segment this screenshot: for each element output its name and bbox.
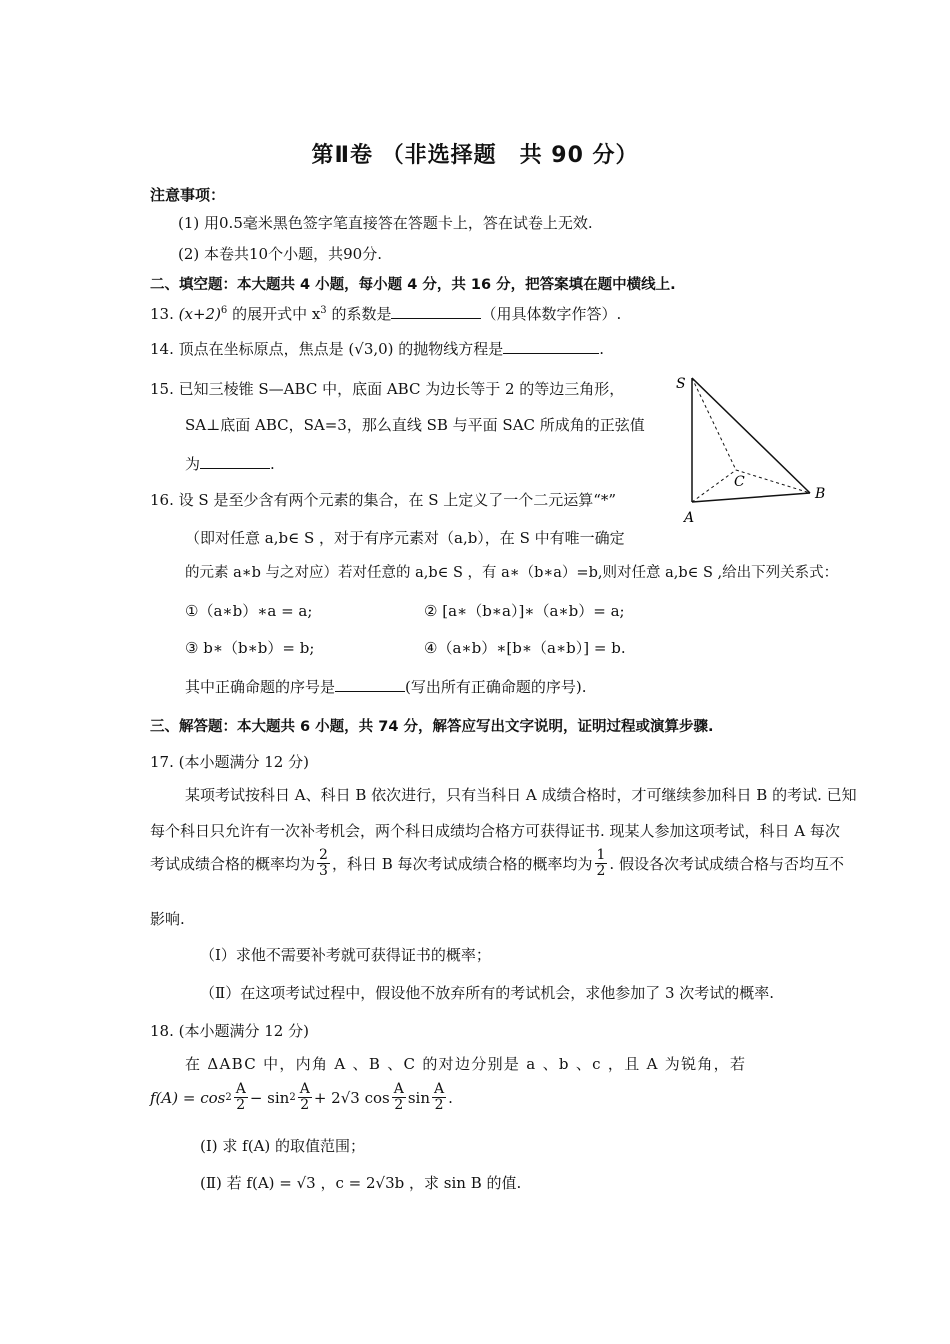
question-14 xyxy=(150,338,604,359)
q17-para-3a: 考试成绩合格的概率均为 xyxy=(150,855,316,873)
frac-b-den: 2 xyxy=(300,1097,310,1113)
frac-c-den: 2 xyxy=(394,1097,404,1113)
q18-end: . xyxy=(448,1088,453,1107)
q17-sub-1: （Ⅰ）求他不需要补考就可获得证书的概率； xyxy=(200,946,491,964)
q17-para-3b: ，科日 B 每次考试成绩合格的概率均为 xyxy=(331,855,593,873)
q14-answer-blank[interactable] xyxy=(503,341,599,354)
section-2-heading: 二、填空题：本大题共 4 小题，每小题 4 分，共 16 分，把答案填在题中横线上. xyxy=(150,277,676,293)
pyramid-figure xyxy=(670,372,830,532)
q13-expr: (x+2) xyxy=(178,305,221,323)
q16-line2: （即对任意 a,b∈ S ，对于有序元素对（a,b），在 S 中有唯一确定 xyxy=(185,529,625,547)
q16-option-2: ② [a∗（b∗a）]∗（a∗b）= a; xyxy=(424,602,625,620)
frac-A-over-2-c xyxy=(392,1082,406,1113)
q16-ask-text: 其中正确命题的序号是 xyxy=(185,678,336,696)
fraction-one-half xyxy=(595,848,608,879)
q13-exp3: 3 xyxy=(320,305,327,316)
page-title: 第Ⅱ卷 （非选择题 共 90 分） xyxy=(311,143,639,168)
q15-answer-blank[interactable] xyxy=(200,456,270,469)
label-C: C xyxy=(734,474,745,490)
q13-after: （用具体数字作答）. xyxy=(481,305,622,323)
notes-item-2: (2) 本卷共10个小题，共90分. xyxy=(178,245,382,263)
q17-heading: 17. (本小题满分 12 分) xyxy=(150,753,309,771)
q17-para-3c: . 假设各次考试成绩合格与否均互不 xyxy=(609,855,844,873)
q13-exp6: 6 xyxy=(220,305,228,316)
q18-f-pre: f(A) = cos xyxy=(150,1088,226,1107)
edge-AB xyxy=(692,493,810,502)
q13-mid: 的展开式中 x xyxy=(227,305,321,323)
frac1-den: 3 xyxy=(319,863,328,879)
q16-answer-blank[interactable] xyxy=(335,679,405,692)
q14-after: . xyxy=(599,340,605,358)
q15-line1: 已知三棱锥 S—ABC 中，底面 ABC 为边长等于 2 的等边三角形， xyxy=(178,380,625,398)
q17-sub-2: （Ⅱ）在这项考试过程中，假设他不放弃所有的考试机会，求他参加了 3 次考试的概率. xyxy=(200,984,775,1002)
frac-a-num: A xyxy=(235,1081,246,1097)
q16-ask-after: (写出所有正确命题的序号). xyxy=(405,678,587,696)
frac-A-over-2-a xyxy=(234,1082,248,1113)
q13-post: 的系数是 xyxy=(326,305,392,323)
frac-b-num: A xyxy=(299,1081,310,1097)
q18-sq1: 2 xyxy=(225,1092,232,1103)
q16-option-1: ①（a∗b）∗a = a; xyxy=(185,602,313,620)
question-15-line3 xyxy=(185,453,275,474)
frac-c-num: A xyxy=(393,1081,404,1097)
frac-d-num: A xyxy=(434,1081,445,1097)
frac2-den: 2 xyxy=(596,863,606,879)
q18-plus: + 2√3 cos xyxy=(313,1088,390,1107)
q18-sin: sin xyxy=(407,1088,430,1107)
q16-ask xyxy=(185,676,587,697)
frac-A-over-2-b xyxy=(298,1082,312,1113)
edge-SC xyxy=(692,378,736,470)
q15-after: . xyxy=(270,455,275,473)
q17-para-2: 每个科日只允许有一次补考机会，两个科日成绩均合格方可获得证书. 现某人参加这项考试，科日 A 每次 xyxy=(150,822,840,840)
notes-heading: 注意事项： xyxy=(150,186,226,204)
question-13 xyxy=(150,303,621,324)
q18-minus: − sin xyxy=(249,1088,290,1107)
frac-a-den: 2 xyxy=(236,1097,246,1113)
q18-sub-2: (Ⅱ) 若 f(A) = √3 ，c = 2√3b ，求 sin B 的值. xyxy=(200,1174,522,1192)
q16-option-4: ④（a∗b）∗[b∗（a∗b）] = b. xyxy=(424,639,626,657)
label-B: B xyxy=(815,486,826,502)
q15-number: 15. xyxy=(150,380,174,398)
q18-sq2: 2 xyxy=(289,1092,296,1103)
notes-item-1: (1) 用0.5毫米黑色签字笔直接答在答题卡上，答在试卷上无效. xyxy=(178,214,593,232)
q14-text: 顶点在坐标原点，焦点是 (√3,0) 的抛物线方程是 xyxy=(178,340,504,358)
q14-number: 14. xyxy=(150,340,174,358)
q15-line3: 为 xyxy=(185,455,201,473)
fraction-two-thirds xyxy=(317,848,330,879)
frac1-num: 2 xyxy=(319,847,328,863)
q18-sub-1: (Ⅰ) 求 f(A) 的取值范围； xyxy=(200,1137,366,1155)
question-16-line1 xyxy=(150,489,616,510)
q16-line3: 的元素 a∗b 与之对应）若对任意的 a,b∈ S ，有 a∗（b∗a）=b,则对任意 a,b∈ S ,给出下列关系式： xyxy=(185,565,839,581)
frac2-num: 1 xyxy=(596,847,606,863)
q17-para-4: 影响. xyxy=(150,910,185,928)
q16-number: 16. xyxy=(150,491,174,509)
label-A: A xyxy=(684,510,695,526)
q18-para-1: 在 ΔABC 中，内角 A 、B 、C 的对边分别是 a 、b 、c ，且 A 为锐角，若 xyxy=(185,1055,747,1073)
edge-SB xyxy=(692,378,810,493)
q13-answer-blank[interactable] xyxy=(391,306,481,319)
edge-AC xyxy=(692,470,736,502)
q17-para-3 xyxy=(150,848,844,879)
q17-para-1: 某项考试按科日 A、科日 B 依次进行，只有当科日 A 成绩合格时，才可继续参加科日 B 的考试. 已知 xyxy=(185,786,857,804)
question-15-line1 xyxy=(150,378,624,399)
q18-heading: 18. (本小题满分 12 分) xyxy=(150,1022,309,1040)
q16-line1: 设 S 是至少含有两个元素的集合，在 S 上定义了一个二元运算“*” xyxy=(178,491,617,509)
q13-number: 13. xyxy=(150,305,174,323)
q15-line2: SA⊥底面 ABC，SA=3，那么直线 SB 与平面 SAC 所成角的正弦值 xyxy=(185,416,645,434)
frac-A-over-2-d xyxy=(432,1082,446,1113)
q18-formula xyxy=(150,1082,453,1113)
frac-d-den: 2 xyxy=(434,1097,444,1113)
q16-option-3: ③ b∗（b∗b）= b; xyxy=(185,639,315,657)
label-S: S xyxy=(676,376,686,392)
section-3-heading: 三、解答题：本大题共 6 小题，共 74 分，解答应写出文字说明，证明过程或演算步骤. xyxy=(150,719,714,735)
